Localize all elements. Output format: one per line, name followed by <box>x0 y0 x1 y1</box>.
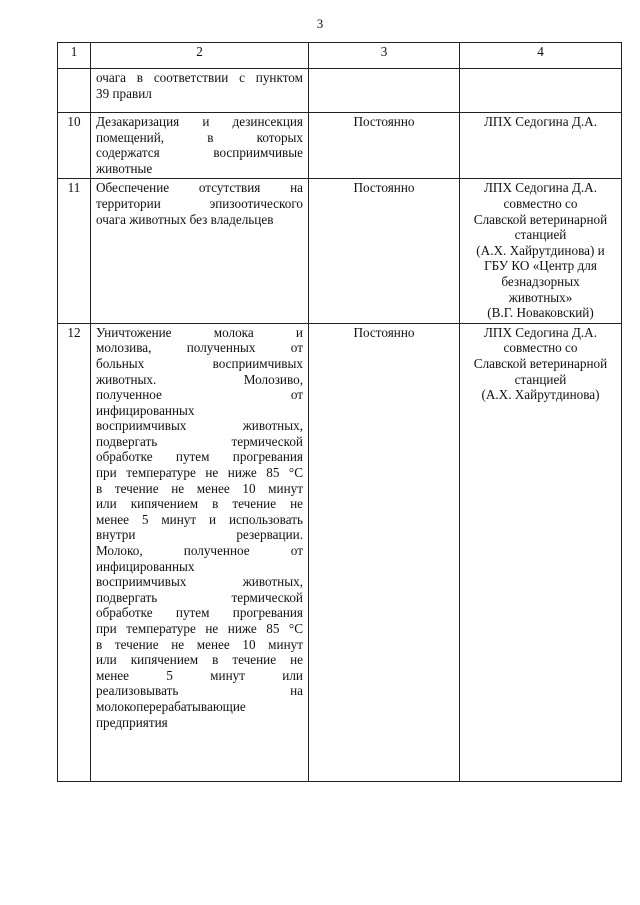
responsible-line: ЛПХ Седогина Д.А. <box>483 180 597 196</box>
period-cell <box>309 69 460 113</box>
header-col-3: 3 <box>309 43 460 69</box>
measures-table <box>57 42 622 782</box>
text-line: животные <box>96 160 153 176</box>
responsible-line: (А.Х. Хайрутдинова) и <box>476 242 605 258</box>
text-line: полученное от <box>96 387 303 403</box>
measure-text <box>91 113 309 179</box>
responsible-cell <box>460 69 622 113</box>
responsible-line: ГБУ КО «Центр для <box>484 258 597 274</box>
responsible-line: совместно со <box>503 340 578 356</box>
text-line: в течение не менее 10 минут <box>96 480 303 496</box>
responsible-line: животных» <box>508 289 573 305</box>
responsible-line: совместно со <box>503 195 578 211</box>
table-row-continuation <box>58 69 622 113</box>
responsible-line: (В.Г. Новаковский) <box>487 305 594 321</box>
period-cell: Постоянно <box>309 179 460 323</box>
text-line: при температуре не ниже 85 °С <box>96 621 303 636</box>
text-line: помещений, в которых <box>96 129 303 145</box>
text-line: при температуре не ниже 85 °С <box>96 465 303 481</box>
text-line: очага животных без владельцев <box>96 211 274 227</box>
header-col-1: 1 <box>58 43 91 69</box>
text-line: инфицированных <box>96 558 195 574</box>
text-line: восприимчивых животных, <box>96 574 303 590</box>
text-line: подвергать термической <box>96 589 303 605</box>
text-line: молозива, полученных от <box>96 340 303 356</box>
responsible-cell <box>460 179 622 323</box>
text-line: менее 5 минут и использовать <box>96 511 303 527</box>
row-number <box>58 69 91 113</box>
measure-text <box>91 179 309 323</box>
responsible-line: безнадзорных <box>501 273 580 289</box>
text-line: восприимчивых животных, <box>96 418 303 434</box>
measure-text <box>91 323 309 781</box>
text-line: менее 5 минут или <box>96 667 303 683</box>
text-line: очага в соответствии с пунктом <box>96 70 303 85</box>
page-number: 3 <box>316 16 324 31</box>
text-line: животных. Молозиво, <box>96 371 303 387</box>
table-row <box>58 323 622 781</box>
responsible-line: ЛПХ Седогина Д.А. <box>483 324 597 340</box>
responsible-line: станцией <box>514 227 567 243</box>
responsible-line: ЛПХ Седогина Д.А. <box>483 114 597 129</box>
responsible-line: станцией <box>514 371 567 387</box>
text-line: 39 правил <box>96 85 152 101</box>
responsible-line: Славской ветеринарной <box>473 355 608 371</box>
row-number: 11 <box>58 179 91 323</box>
text-line: инфицированных <box>96 402 195 418</box>
text-line: Молоко, полученное от <box>96 543 303 559</box>
row-number: 12 <box>58 323 91 781</box>
text-line: или кипячением в течение не <box>96 496 303 512</box>
responsible-line: (А.Х. Хайрутдинова) <box>481 387 600 403</box>
text-line: или кипячением в течение не <box>96 652 303 668</box>
text-line: обработке путем прогревания <box>96 449 303 465</box>
text-line: Обеспечение отсутствия на <box>96 180 303 196</box>
text-line: больных восприимчивых <box>96 355 303 371</box>
row-number: 10 <box>58 113 91 179</box>
text-line: подвергать термической <box>96 433 303 449</box>
table-header-row <box>58 43 622 69</box>
period-cell: Постоянно <box>309 323 460 781</box>
text-line: в течение не менее 10 минут <box>96 636 303 652</box>
text-line: территории эпизоотического <box>96 195 303 211</box>
period-cell: Постоянно <box>309 113 460 179</box>
text-line: обработке путем прогревания <box>96 605 303 621</box>
text-line: предприятия <box>96 714 168 730</box>
header-col-4: 4 <box>460 43 622 69</box>
text-line: реализовывать на <box>96 683 303 699</box>
table-row <box>58 179 622 323</box>
responsible-cell <box>460 113 622 179</box>
header-col-2: 2 <box>91 43 309 69</box>
responsible-cell <box>460 323 622 781</box>
text-line: внутри резервации. <box>96 527 303 543</box>
text-line: Уничтожение молока и <box>96 324 303 340</box>
text-line: Дезакаризация и дезинсекция <box>96 114 303 129</box>
measure-text <box>91 69 309 113</box>
responsible-line: Славской ветеринарной <box>473 211 608 227</box>
table-row <box>58 113 622 179</box>
text-line: содержатся восприимчивые <box>96 145 303 161</box>
text-line: молокоперерабатывающие <box>96 698 246 714</box>
